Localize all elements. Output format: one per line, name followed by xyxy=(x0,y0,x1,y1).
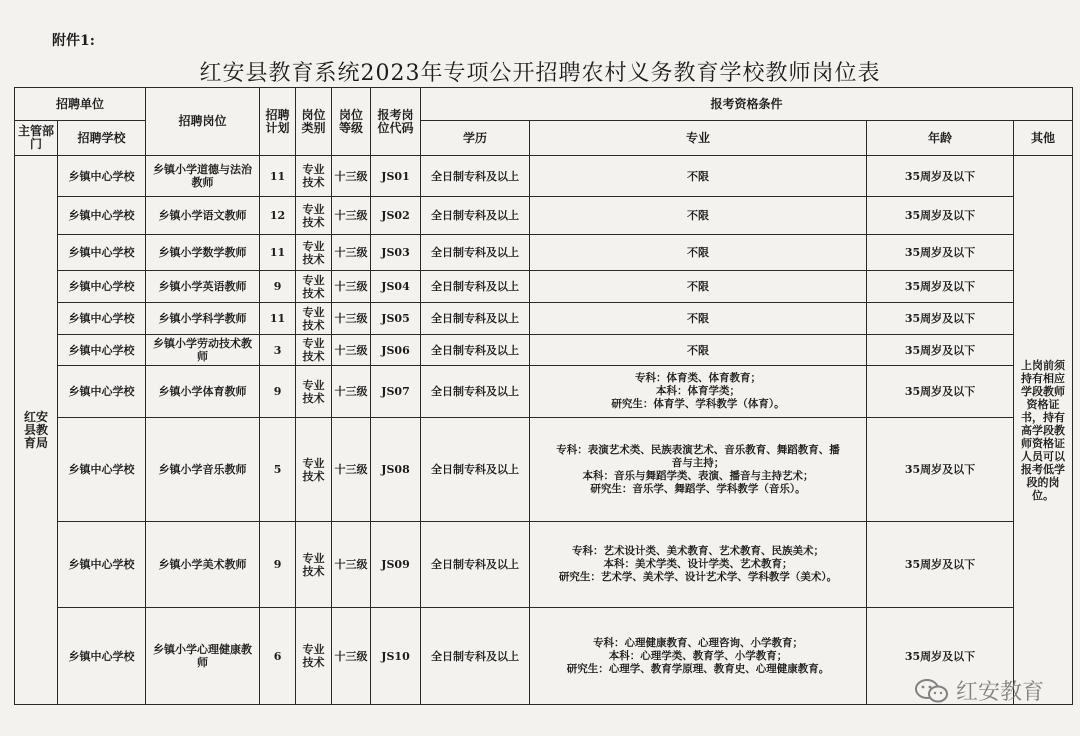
level-cell: 十三级 xyxy=(332,197,371,235)
category-cell: 专业 技术 xyxy=(296,271,332,303)
major-line: 不限 xyxy=(687,312,710,325)
education-cell: 全日制专科及以上 xyxy=(421,156,530,197)
header-level: 岗位 等级 xyxy=(332,88,371,156)
header-plan: 招聘 计划 xyxy=(260,88,296,156)
positions-table xyxy=(14,87,1073,705)
table-row xyxy=(15,366,1073,418)
position-cell: 乡镇小学心理健康教 师 xyxy=(146,608,260,705)
header-age: 年龄 xyxy=(867,121,1014,156)
plan-cell: 9 xyxy=(260,271,296,303)
code-cell: JS09 xyxy=(371,522,421,608)
table-row xyxy=(15,418,1073,522)
school-cell: 乡镇中心学校 xyxy=(58,366,146,418)
age-cell: 35周岁及以下 xyxy=(867,335,1014,366)
major-cell xyxy=(530,197,867,235)
major-line: 音与主持； xyxy=(671,456,725,469)
category-cell: 专业 技术 xyxy=(296,303,332,335)
level-cell: 十三级 xyxy=(332,271,371,303)
school-cell: 乡镇中心学校 xyxy=(58,418,146,522)
school-cell: 乡镇中心学校 xyxy=(58,335,146,366)
school-cell: 乡镇中心学校 xyxy=(58,522,146,608)
level-cell: 十三级 xyxy=(332,235,371,271)
school-cell: 乡镇中心学校 xyxy=(58,197,146,235)
category-cell: 专业 技术 xyxy=(296,418,332,522)
education-cell: 全日制专科及以上 xyxy=(421,235,530,271)
header-school: 招聘学校 xyxy=(58,121,146,156)
category-cell: 专业 技术 xyxy=(296,156,332,197)
category-cell: 专业 技术 xyxy=(296,608,332,705)
school-cell: 乡镇中心学校 xyxy=(58,608,146,705)
major-line: 本科：体育学类； xyxy=(656,385,741,397)
major-line: 研究生：音乐学、舞蹈学、学科教学（音乐）。 xyxy=(590,482,806,495)
header-unit: 招聘单位 xyxy=(15,88,146,121)
major-line: 不限 xyxy=(687,246,710,259)
position-cell: 乡镇小学道德与法治 教师 xyxy=(146,156,260,197)
major-cell xyxy=(530,335,867,366)
code-cell: JS02 xyxy=(371,197,421,235)
code-cell: JS03 xyxy=(371,235,421,271)
code-cell: JS05 xyxy=(371,303,421,335)
plan-cell: 11 xyxy=(260,235,296,271)
education-cell: 全日制专科及以上 xyxy=(421,303,530,335)
age-cell: 35周岁及以下 xyxy=(867,418,1014,522)
page-title: 红安县教育系统2023年专项公开招聘农村义务教育学校教师岗位表 xyxy=(199,61,881,86)
level-cell: 十三级 xyxy=(332,335,371,366)
level-cell: 十三级 xyxy=(332,608,371,705)
category-cell: 专业 技术 xyxy=(296,197,332,235)
education-cell: 全日制专科及以上 xyxy=(421,522,530,608)
major-cell xyxy=(530,156,867,197)
education-cell: 全日制专科及以上 xyxy=(421,197,530,235)
level-cell: 十三级 xyxy=(332,156,371,197)
level-cell: 十三级 xyxy=(332,303,371,335)
header-code: 报考岗 位代码 xyxy=(371,88,421,156)
table-row xyxy=(15,197,1073,235)
major-line: 专科：体育类、体育教育； xyxy=(635,372,762,384)
category-cell: 专业 技术 xyxy=(296,235,332,271)
major-line: 本科：心理学类、教育学、小学教育； xyxy=(608,649,788,662)
table-row xyxy=(15,335,1073,366)
age-cell: 35周岁及以下 xyxy=(867,235,1014,271)
header-education: 学历 xyxy=(421,121,530,156)
table-row xyxy=(15,156,1073,197)
category-cell: 专业 技术 xyxy=(296,366,332,418)
plan-cell: 5 xyxy=(260,418,296,522)
level-cell: 十三级 xyxy=(332,366,371,418)
header-dept: 主管部门 xyxy=(15,121,58,156)
major-line: 专科：心理健康教育、心理咨询、小学教育； xyxy=(593,636,804,649)
header-qualifications: 报考资格条件 xyxy=(421,88,1073,121)
table-row xyxy=(15,522,1073,608)
major-line: 专科：艺术设计类、美术教育、艺术教育、民族美术； xyxy=(572,545,825,557)
plan-cell: 9 xyxy=(260,522,296,608)
plan-cell: 11 xyxy=(260,303,296,335)
other-cell: 上岗前须持有相应学段教师资格证书，持有高学段教师资格证人员可以报考低学段的岗位。 xyxy=(1014,156,1073,705)
position-cell: 乡镇小学数学教师 xyxy=(146,235,260,271)
watermark-text: 红安教育 xyxy=(955,680,1044,705)
education-cell: 全日制专科及以上 xyxy=(421,418,530,522)
position-cell: 乡镇小学体育教师 xyxy=(146,366,260,418)
level-cell: 十三级 xyxy=(332,522,371,608)
education-cell: 全日制专科及以上 xyxy=(421,366,530,418)
major-line: 研究生：体育学、学科教学（体育）。 xyxy=(611,398,785,410)
plan-cell: 9 xyxy=(260,366,296,418)
table-row xyxy=(15,271,1073,303)
position-cell: 乡镇小学音乐教师 xyxy=(146,418,260,522)
major-line: 研究生：心理学、教育学原理、教育史、心理健康教育。 xyxy=(566,662,830,675)
code-cell: JS04 xyxy=(371,271,421,303)
major-line: 研究生：艺术学、美术学、设计艺术学、学科教学（美术）。 xyxy=(558,571,838,583)
position-cell: 乡镇小学美术教师 xyxy=(146,522,260,608)
header-category: 岗位 类别 xyxy=(296,88,332,156)
major-cell xyxy=(530,522,867,608)
code-cell: JS06 xyxy=(371,335,421,366)
code-cell: JS07 xyxy=(371,366,421,418)
wechat-icon xyxy=(914,678,950,704)
position-cell: 乡镇小学语文教师 xyxy=(146,197,260,235)
major-cell xyxy=(530,366,867,418)
plan-cell: 11 xyxy=(260,156,296,197)
school-cell: 乡镇中心学校 xyxy=(58,271,146,303)
level-cell: 十三级 xyxy=(332,418,371,522)
code-cell: JS08 xyxy=(371,418,421,522)
school-cell: 乡镇中心学校 xyxy=(58,156,146,197)
school-cell: 乡镇中心学校 xyxy=(58,303,146,335)
major-line: 不限 xyxy=(687,343,710,357)
position-cell: 乡镇小学劳动技术教 师 xyxy=(146,335,260,366)
major-line: 本科：音乐与舞蹈学类、表演、播音与主持艺术； xyxy=(582,469,814,482)
age-cell: 35周岁及以下 xyxy=(867,271,1014,303)
plan-cell: 6 xyxy=(260,608,296,705)
major-line: 不限 xyxy=(687,280,710,293)
position-cell: 乡镇小学英语教师 xyxy=(146,271,260,303)
major-cell xyxy=(530,418,867,522)
major-cell xyxy=(530,271,867,303)
education-cell: 全日制专科及以上 xyxy=(421,608,530,705)
department-cell: 红安 县教 育局 xyxy=(15,156,58,705)
category-cell: 专业 技术 xyxy=(296,522,332,608)
major-cell xyxy=(530,235,867,271)
age-cell: 35周岁及以下 xyxy=(867,303,1014,335)
age-cell: 35周岁及以下 xyxy=(867,608,1014,705)
age-cell: 35周岁及以下 xyxy=(867,197,1014,235)
position-cell: 乡镇小学科学教师 xyxy=(146,303,260,335)
major-cell xyxy=(530,608,867,705)
header-major: 专业 xyxy=(530,121,867,156)
code-cell: JS10 xyxy=(371,608,421,705)
table-row xyxy=(15,303,1073,335)
header-other: 其他 xyxy=(1014,121,1073,156)
plan-cell: 3 xyxy=(260,335,296,366)
education-cell: 全日制专科及以上 xyxy=(421,271,530,303)
major-line: 不限 xyxy=(687,209,710,222)
plan-cell: 12 xyxy=(260,197,296,235)
header-position: 招聘岗位 xyxy=(146,88,260,156)
code-cell: JS01 xyxy=(371,156,421,197)
watermark xyxy=(914,675,1044,706)
age-cell: 35周岁及以下 xyxy=(867,522,1014,608)
annex-label: 附件1: xyxy=(52,33,95,49)
major-line: 不限 xyxy=(687,169,710,183)
education-cell: 全日制专科及以上 xyxy=(421,335,530,366)
school-cell: 乡镇中心学校 xyxy=(58,235,146,271)
major-line: 专科：表演艺术类、民族表演艺术、音乐教育、舞蹈教育、播 xyxy=(556,443,840,456)
age-cell: 35周岁及以下 xyxy=(867,366,1014,418)
major-line: 本科：美术学类、设计学类、艺术教育； xyxy=(603,558,793,570)
age-cell: 35周岁及以下 xyxy=(867,156,1014,197)
category-cell: 专业 技术 xyxy=(296,335,332,366)
table-row xyxy=(15,235,1073,271)
major-cell xyxy=(530,303,867,335)
